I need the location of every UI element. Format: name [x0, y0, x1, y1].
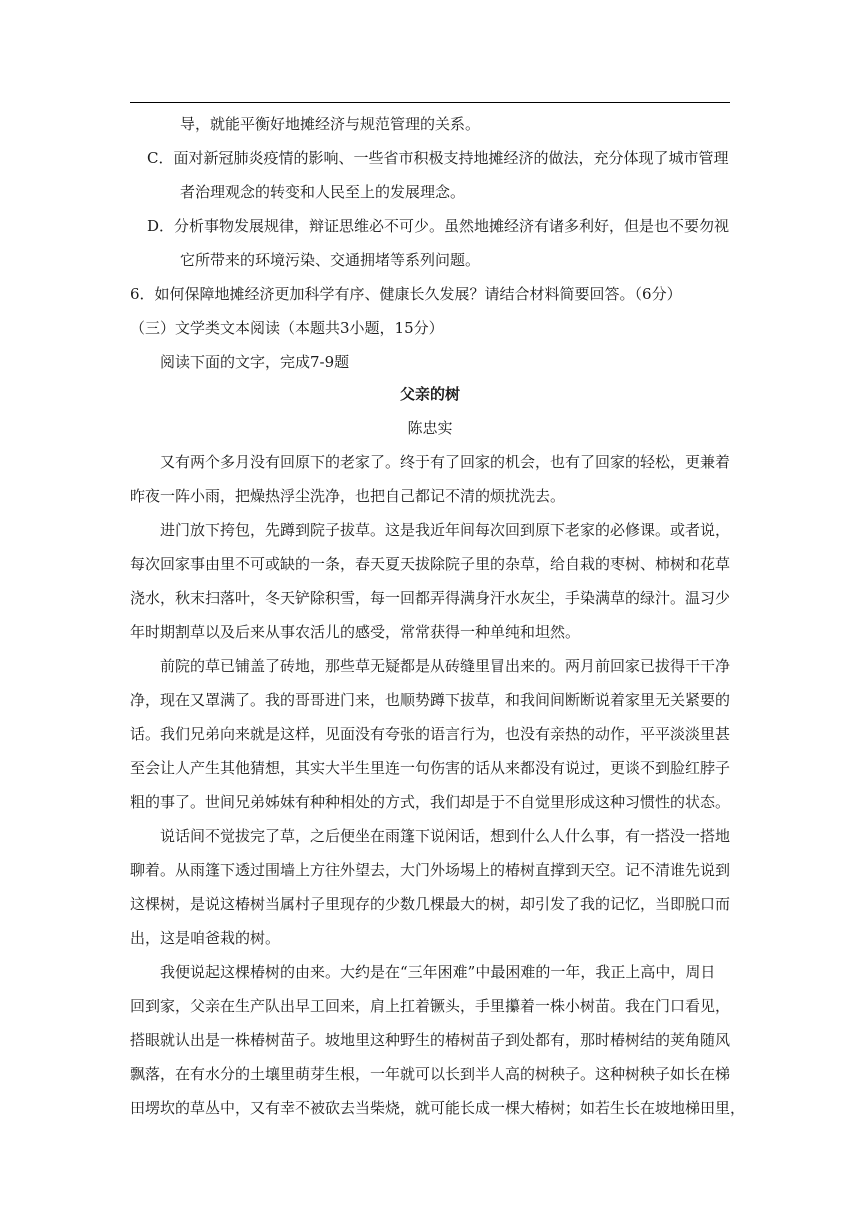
article-title: 父亲的树	[399, 385, 460, 403]
paragraph-line: 话。我们兄弟向来就是这样，见面没有夸张的语言行为，也没有亲热的动作，平平淡淡里甚	[130, 725, 731, 743]
paragraph-line: 净，现在又罩满了。我的哥哥进门来，也顺势蹲下拔草，和我间间断断说着家里无关紧要的	[130, 691, 731, 709]
text-line: 者治理观念的转变和人民至上的发展理念。	[180, 183, 466, 201]
paragraph-line: 粗的事了。世间兄弟姊妹有种种相处的方式，我们却是于不自觉里形成这种习惯性的状态。	[130, 793, 731, 811]
reading-instruction: 阅读下面的文字，完成7-9题	[160, 353, 350, 371]
section-heading: （三）文学类文本阅读（本题共3小题，15分）	[130, 319, 444, 337]
paragraph-line: 说话间不觉拔完了草，之后便坐在雨篷下说闲话，想到什么人什么事，有一搭没一搭地	[160, 827, 731, 845]
paragraph-line: 浇水，秋末扫落叶，冬天铲除积雪，每一回都弄得满身汗水灰尘，手染满草的绿汁。温习少	[130, 589, 731, 607]
paragraph-line: 每次回家事由里不可或缺的一条，春天夏天拔除院子里的杂草，给自栽的枣树、柿树和花草	[130, 555, 731, 573]
paragraph-line: 年时期割草以及后来从事农活儿的感受，常常获得一种单纯和坦然。	[130, 623, 581, 641]
option-d: D．分析事物发展规律，辩证思维必不可少。虽然地摊经济有诸多利好，但是也不要勿视	[147, 217, 730, 235]
question-6: 6．如何保障地摊经济更加科学有序、健康长久发展？请结合材料简要回答。（6分）	[130, 285, 682, 303]
text-line: 它所带来的环境污染、交通拥堵等系列问题。	[180, 251, 481, 269]
paragraph-line: 回到家，父亲在生产队出早工回来，肩上扛着镢头，手里攥着一株小树苗。我在门口看见，	[130, 997, 731, 1015]
header-rule	[130, 102, 730, 103]
paragraph-line: 出，这是咱爸栽的树。	[130, 929, 281, 947]
paragraph-line: 飘落，在有水分的土壤里萌芽生根，一年就可以长到半人高的树秧子。这种树秧子如长在梯	[130, 1065, 731, 1083]
paragraph-line: 田塄坎的草丛中，又有幸不被砍去当柴烧，就可能长成一棵大椿树；如若生长在坡地梯田里，	[130, 1099, 746, 1117]
paragraph-line: 搭眼就认出是一株椿树苗子。坡地里这种野生的椿树苗子到处都有，那时椿树结的荚角随风	[130, 1031, 731, 1049]
paragraph-line: 昨夜一阵小雨，把燥热浮尘洗净，也把自己都记不清的烦扰洗去。	[130, 487, 566, 505]
option-c: C．面对新冠肺炎疫情的影响、一些省市积极支持地摊经济的做法，充分体现了城市管理	[147, 149, 729, 167]
paragraph-line: 进门放下挎包，先蹲到院子拔草。这是我近年间每次回到原下老家的必修课。或者说，	[160, 521, 731, 539]
paragraph-line: 前院的草已铺盖了砖地，那些草无疑都是从砖缝里冒出来的。两月前回家已拔得干干净	[160, 657, 731, 675]
paragraph-line: 聊着。从雨篷下透过围墙上方往外望去，大门外场埸上的椿树直撑到天空。记不清谁先说到	[130, 861, 731, 879]
text-line: 导，就能平衡好地摊经济与规范管理的关系。	[180, 115, 481, 133]
paragraph-line: 又有两个多月没有回原下的老家了。终于有了回家的机会，也有了回家的轻松，更兼着	[160, 453, 731, 471]
article-author: 陈忠实	[407, 419, 453, 437]
paragraph-line: 这棵树，是说这椿树当属村子里现存的少数几棵最大的树，却引发了我的记忆，当即脱口而	[130, 895, 731, 913]
paragraph-line: 我便说起这棵椿树的由来。大约是在“三年困难”中最困难的一年，我正上高中，周日	[160, 963, 716, 981]
paragraph-line: 至会让人产生其他猜想，其实大半生里连一句伤害的话从来都没有说过，更谈不到脸红脖子	[130, 759, 731, 777]
